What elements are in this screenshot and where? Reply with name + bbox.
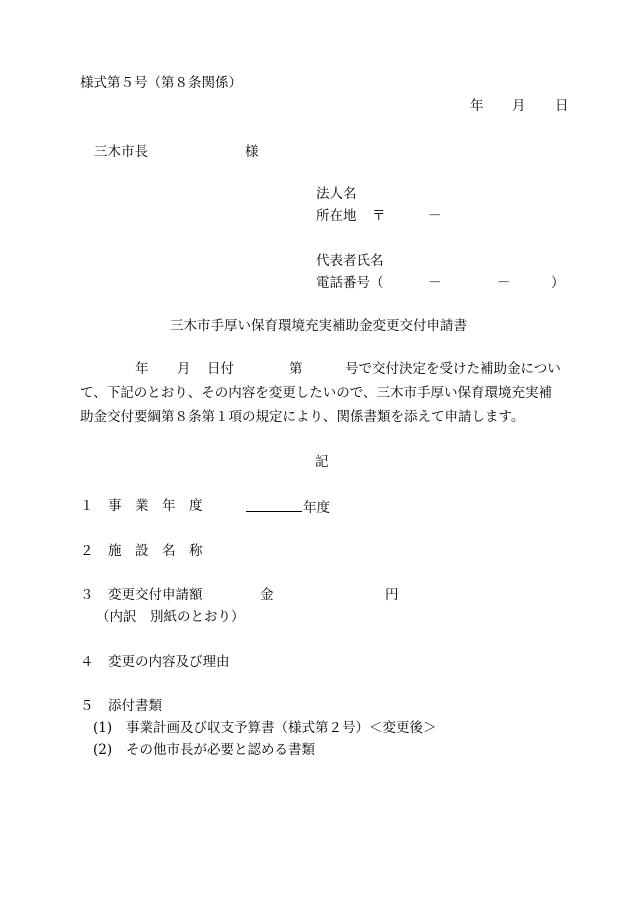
item-5-number: ５ xyxy=(80,698,94,714)
address-label: 所在地 xyxy=(316,208,357,224)
body-line-1 xyxy=(80,360,570,378)
representative-name-label: 代表者氏名 xyxy=(316,253,384,269)
item-5-label: 添付書類 xyxy=(108,698,162,714)
item-3-yen: 円 xyxy=(385,587,399,603)
addressee-honorific: 様 xyxy=(245,144,259,160)
item-2-number: ２ xyxy=(80,543,94,559)
attachment-1-text: 事業計画及び収支予算書（様式第２号）＜変更後＞ xyxy=(126,720,437,736)
form-number-label: 様式第５号（第８条関係） xyxy=(80,75,242,91)
date-day: 日 xyxy=(555,98,569,114)
postal-mark: 〒 xyxy=(372,208,386,224)
body-line-3: 助金交付要綱第８条第１項の規定により、関係書類を添えて申請します。 xyxy=(80,409,525,425)
item-3-label: 変更交付申請額 xyxy=(108,587,203,603)
body-year: 年 xyxy=(135,361,149,377)
item-1-label: 事 業 年 度 xyxy=(108,498,203,514)
phone-close: ） xyxy=(551,275,565,291)
addressee-mayor: 三木市長 xyxy=(94,144,148,160)
postal-dash: － xyxy=(428,208,442,224)
item-3-number: ３ xyxy=(80,587,94,603)
date-year: 年 xyxy=(470,98,484,114)
attachment-2-number: (2) xyxy=(93,742,113,758)
body-line-2: て、下記のとおり、その内容を変更したいので、三木市手厚い保育環境充実補 xyxy=(80,385,552,401)
item-1-value xyxy=(246,497,330,517)
body-day: 日付 xyxy=(207,361,234,377)
document-title: 三木市手厚い保育環境充実補助金変更交付申請書 xyxy=(170,318,467,334)
item-4-number: ４ xyxy=(80,654,94,670)
phone-label: 電話番号（ xyxy=(316,275,384,291)
body-number: 第 xyxy=(289,361,303,377)
date-line xyxy=(466,97,576,115)
body-month: 月 xyxy=(177,361,191,377)
item-1-number: １ xyxy=(80,498,94,514)
corp-name-label: 法人名 xyxy=(316,186,357,202)
attachment-1-number: (1) xyxy=(93,720,113,736)
ki-heading: 記 xyxy=(315,454,329,470)
date-month: 月 xyxy=(512,98,526,114)
phone-dash-1: － xyxy=(428,275,442,291)
item-2-label: 施 設 名 称 xyxy=(108,543,203,559)
item-1-suffix: 年度 xyxy=(303,500,330,516)
fiscal-year-blank xyxy=(246,497,302,512)
item-3-kin: 金 xyxy=(260,587,274,603)
body-line-1-rest: 号で交付決定を受けた補助金につい xyxy=(345,361,561,377)
item-4-label: 変更の内容及び理由 xyxy=(108,654,230,670)
attachment-2-text: その他市長が必要と認める書類 xyxy=(126,742,315,758)
item-3-breakdown-note: （内訳 別紙のとおり） xyxy=(96,609,245,625)
phone-dash-2: － xyxy=(497,275,511,291)
